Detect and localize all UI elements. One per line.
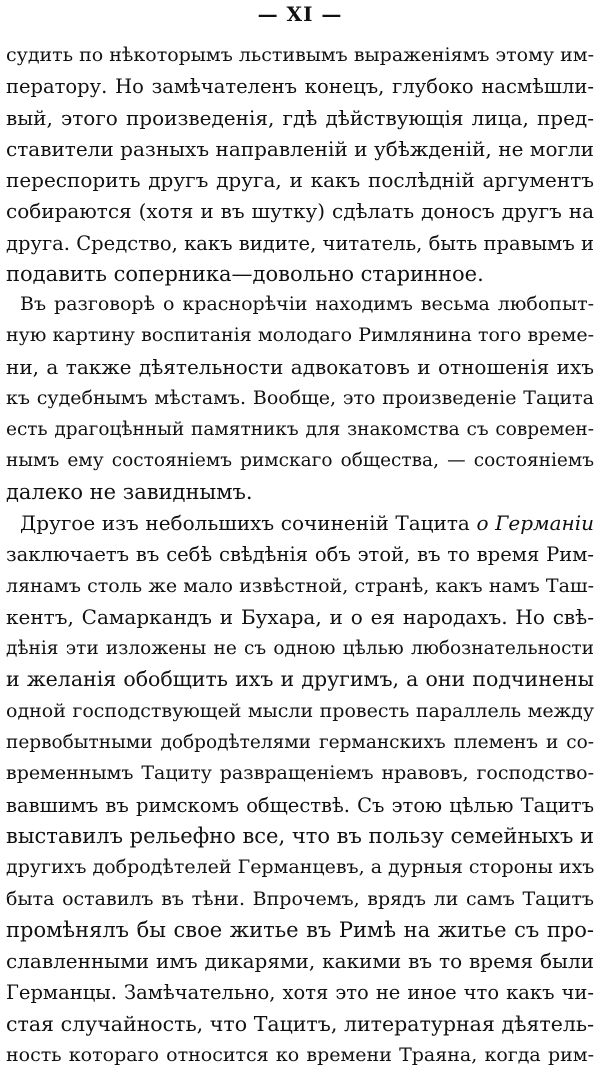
text-line: славленными имъ дикарями, какими въ то время были — [6, 949, 594, 974]
text-line: ператору. Но замѣчателенъ конецъ, глубоко насмѣшли- — [6, 75, 594, 99]
text-line: вый, этого произведенія, гдѣ дѣйствующія лица, пред- — [6, 105, 594, 130]
text-line: и желанія обобщить ихъ и другимъ, а они подчинены — [6, 667, 594, 692]
text-line: заключаетъ въ себѣ свѣдѣнія объ этой, въ то время Рим- — [6, 543, 594, 567]
text-line: къ судебнымъ мѣстамъ. Вообще, это произведеніе Тацита — [6, 386, 594, 409]
text-line: промѣнялъ бы свое житье въ Римѣ на житье съ про- — [6, 917, 594, 942]
text-line: временнымъ Тациту развращеніемъ нравовъ, господство- — [6, 762, 594, 785]
text-line: друга. Средство, какъ видите, читатель, быть правымъ и — [6, 231, 594, 255]
text-line: другихъ добродѣтелей Германцевъ, а дурныя стороны ихъ — [6, 856, 594, 879]
text-line: одной господствующей мысли провесть параллель между — [6, 699, 594, 722]
text-line: выставилъ рельефно все, что въ пользу семейныхъ и — [6, 823, 594, 848]
text-line: ную картину воспитанія молодаго Римлянина того време- — [6, 324, 594, 347]
page-number: — XI — — [257, 2, 343, 26]
text-line: первобытными добродѣтелями германскихъ племенъ и со- — [6, 732, 594, 754]
paragraph-1 — [6, 40, 594, 290]
text-line: судить по нѣкоторымъ льстивымъ выраженіямъ этому им- — [6, 44, 594, 66]
paragraph-2 — [6, 289, 594, 508]
text-line — [6, 508, 594, 539]
text-run: Другое изъ небольшихъ сочиненій Тацита — [20, 511, 477, 535]
text-line: ность котораго относится ко времени Траяна, когда рим- — [6, 1044, 594, 1067]
text-line: Германцы. Замѣчательно, хотя это не иное что какъ чи- — [6, 981, 594, 1005]
text-line: подавить соперника—довольно старинное. — [6, 262, 484, 287]
text-line: есть драгоцѣнный памятникъ для знакомства съ современ- — [6, 419, 594, 441]
text-line: ставители разныхъ направленій и убѣжденій, не могли — [6, 136, 594, 161]
paragraph-3 — [6, 508, 594, 1071]
text-line: стая случайность, что Тацитъ, литературная дѣятель- — [6, 1011, 594, 1036]
text-line: быта оставилъ въ тѣни. Впрочемъ, врядъ ли самъ Тацитъ — [6, 887, 594, 910]
text-line: дѣнія эти изложены не съ одною цѣлью любознательности — [6, 638, 594, 660]
text-line: переспорить другъ друга, и какъ послѣдній аргументъ — [6, 168, 594, 193]
text-line: далеко не завиднымъ. — [6, 479, 253, 504]
text-line: лянамъ столь же мало извѣстной, странѣ, какъ намъ Таш- — [6, 574, 594, 597]
text-line: кентъ, Самаркандъ и Бухара, и о ея народахъ. Но свѣ- — [6, 604, 594, 629]
text-line: вавшимъ въ римскомъ обществѣ. Съ этою цѣлью Тацитъ — [6, 793, 594, 817]
text-line: ни, а также дѣятельности адвокатовъ и отношенія ихъ — [6, 354, 594, 379]
book-title-italic: о Германіи — [476, 511, 594, 535]
text-line: собираются (хотя и въ шутку) сдѣлать доносъ другъ на — [6, 199, 594, 224]
text-line: Въ разговорѣ о краснорѣчіи находимъ весьма любопыт- — [20, 293, 594, 315]
text-line: нымъ ему состояніемъ римскаго общества, — состояніемъ — [6, 450, 594, 472]
